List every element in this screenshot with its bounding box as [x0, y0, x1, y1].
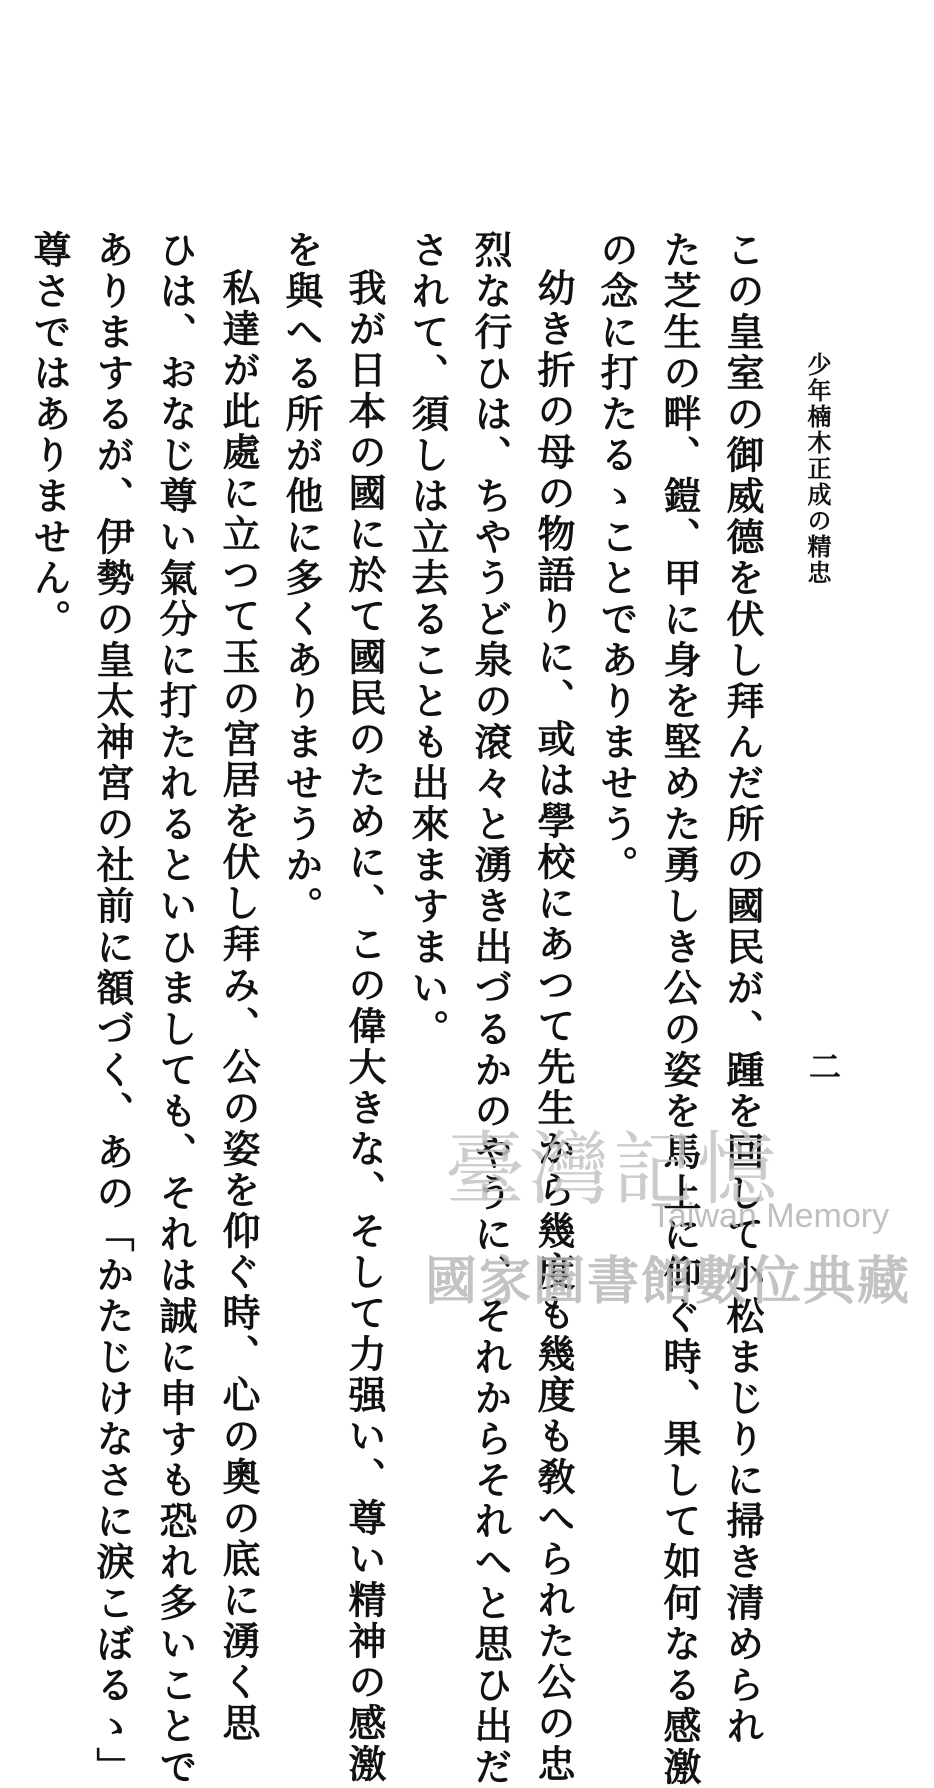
- text-column-8: を與へる所が他に多くありませうか。: [279, 230, 324, 927]
- text-column-12: 尊さではありません。: [27, 230, 72, 640]
- watermark-title: 臺灣記憶: [445, 1123, 781, 1216]
- text-column-4: 幼き折の母の物語りに、或は學校にあつて先生から幾度も幾度も敎へられた公の忠: [531, 268, 576, 1785]
- text-column-11: ありまするが、伊勢の皇太神宮の社前に額づく、あの「かたじけなさに淚こぼるゝ」: [90, 230, 135, 1788]
- text-column-1: この皇室の御威德を伏し拜んだ所の國民が、踵を回して小松まじりに掃き清められ: [720, 230, 765, 1747]
- text-column-10: ひは、おなじ尊い氣分に打たれるといひましても、それは誠に申すも恐れ多いことで: [153, 230, 198, 1788]
- text-column-3: の念に打たるゝことでありませう。: [594, 230, 639, 886]
- text-column-7: 我が日本の國に於て國民のために、この偉大きな、そして力强い、尊い精神の感激: [342, 268, 387, 1785]
- body-text: [18, 230, 774, 1788]
- page-number: 二: [804, 1050, 842, 1082]
- watermark-subtitle: 國家圖書館數位典藏: [425, 1252, 912, 1312]
- text-column-2: た芝生の畔、鎧、甲に身を堅めた勇しき公の姿を馬上に仰ぐ時、果して如何なる感激: [657, 230, 702, 1788]
- running-title: 少年楠木正成の精忠: [803, 352, 832, 586]
- text-column-9: 私達が此處に立つて玉の宮居を伏し拜み、公の姿を仰ぐ時、心の奧の底に湧く思: [216, 268, 261, 1744]
- text-column-6: されて、須しは立去ることも出來ますまい。: [405, 230, 450, 1050]
- watermark-latin: Taiwan Memory: [651, 1197, 890, 1235]
- text-column-5: 烈な行ひは、ちやうど泉の滾々と湧き出づるかのやうに、それからそれへと思ひ出だ: [468, 230, 513, 1788]
